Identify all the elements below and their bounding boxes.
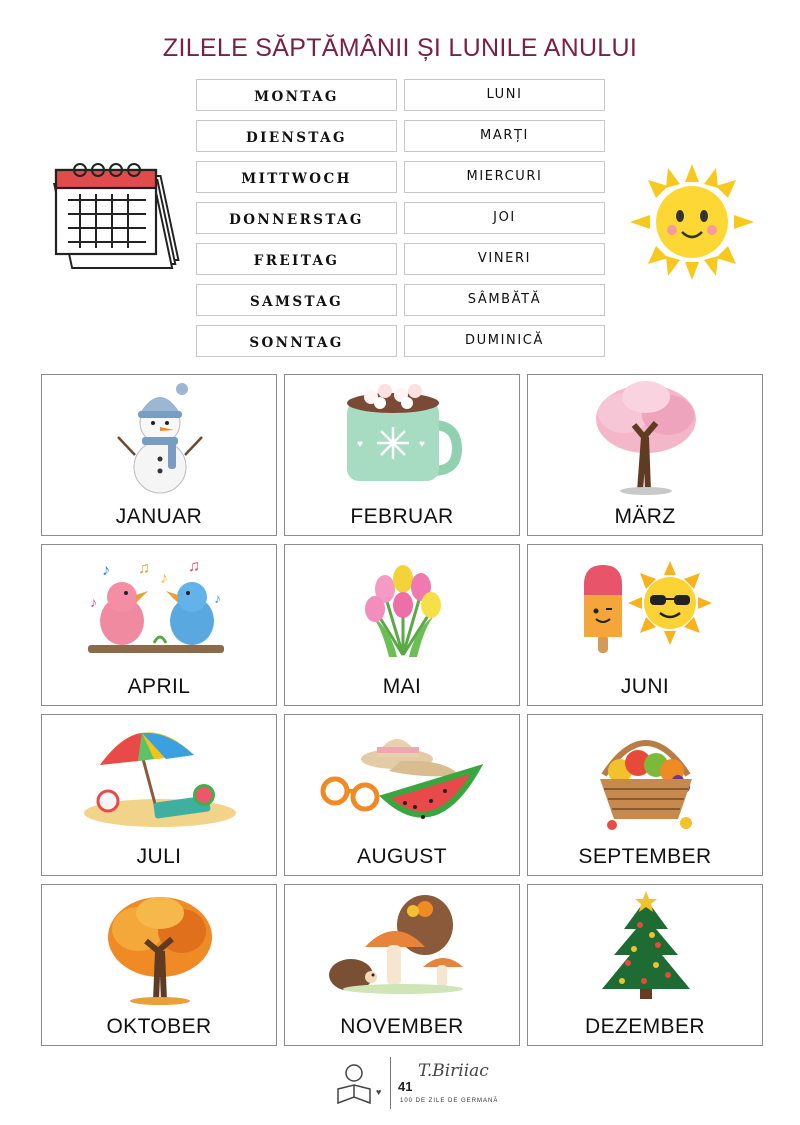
day-de-6: SAMSTAG [196, 284, 397, 316]
day-de-1: MONTAG [196, 79, 397, 111]
month-card-maerz [527, 374, 763, 536]
svg-text:♥: ♥ [357, 439, 363, 450]
svg-text:♪: ♪ [102, 562, 110, 579]
sunhat-watermelon-icon [285, 715, 521, 845]
page-number: 41 [398, 1079, 413, 1094]
month-label-mai: MAI [382, 675, 422, 698]
signature: T.Biriiac [418, 1061, 489, 1081]
day-ro-2: MARȚI [404, 120, 605, 152]
singing-birds-icon [42, 545, 278, 675]
month-label-april: APRIL [127, 675, 191, 698]
month-card-mai [284, 544, 520, 706]
christmas-tree-icon [528, 885, 764, 1015]
day-ro-1: LUNI [404, 79, 605, 111]
day-de-7: SONNTAG [196, 325, 397, 357]
smiling-sun-icon [626, 162, 758, 282]
footer [330, 1055, 510, 1113]
month-card-oktober [41, 884, 277, 1046]
svg-text:♥: ♥ [419, 439, 425, 450]
month-card-juli [41, 714, 277, 876]
svg-text:♫: ♫ [188, 558, 200, 575]
hot-cocoa-mug-icon [285, 375, 521, 505]
month-card-august [284, 714, 520, 876]
day-de-3: MITTWOCH [196, 161, 397, 193]
snowman-icon [42, 375, 278, 505]
day-ro-7: DUMINICĂ [404, 325, 605, 357]
month-label-maerz: MÄRZ [614, 505, 676, 528]
day-de-5: FREITAG [196, 243, 397, 275]
svg-text:♫: ♫ [138, 560, 150, 577]
month-label-oktober: OKTOBER [106, 1015, 212, 1038]
blossom-tree-icon [528, 375, 764, 505]
month-label-juni: JUNI [620, 675, 670, 698]
day-de-4: DONNERSTAG [196, 202, 397, 234]
svg-text:♪: ♪ [160, 570, 168, 587]
month-label-dezember: DEZEMBER [585, 1015, 705, 1038]
month-label-juli: JULI [136, 845, 182, 868]
month-card-november [284, 884, 520, 1046]
reading-child-logo-icon [330, 1059, 386, 1111]
month-label-november: NOVEMBER [340, 1015, 464, 1038]
tulips-icon [285, 545, 521, 675]
svg-text:♥: ♥ [376, 1087, 382, 1097]
footer-subtitle: 100 DE ZILE DE GERMANĂ [400, 1098, 499, 1104]
day-ro-5: VINERI [404, 243, 605, 275]
month-card-juni [527, 544, 763, 706]
month-card-dezember [527, 884, 763, 1046]
month-card-januar [41, 374, 277, 536]
month-card-april [41, 544, 277, 706]
day-ro-4: JOI [404, 202, 605, 234]
beach-umbrella-icon [42, 715, 278, 845]
month-label-januar: JANUAR [115, 505, 203, 528]
hedgehog-mushroom-icon [285, 885, 521, 1015]
day-ro-3: MIERCURI [404, 161, 605, 193]
month-label-september: SEPTEMBER [578, 845, 712, 868]
month-label-februar: FEBRUAR [350, 505, 454, 528]
popsicle-sun-icon [528, 545, 764, 675]
svg-text:♪: ♪ [90, 594, 97, 610]
month-card-september [527, 714, 763, 876]
month-label-august: AUGUST [357, 845, 447, 868]
fruit-basket-icon [528, 715, 764, 845]
day-ro-6: SÂMBĂTĂ [404, 284, 605, 316]
day-de-2: DIENSTAG [196, 120, 397, 152]
autumn-tree-icon [42, 885, 278, 1015]
page-title: ZILELE SĂPTĂMÂNII ȘI LUNILE ANULUI [162, 34, 638, 62]
svg-text:♪: ♪ [214, 590, 221, 606]
calendar-icon [46, 160, 186, 270]
month-card-februar [284, 374, 520, 536]
